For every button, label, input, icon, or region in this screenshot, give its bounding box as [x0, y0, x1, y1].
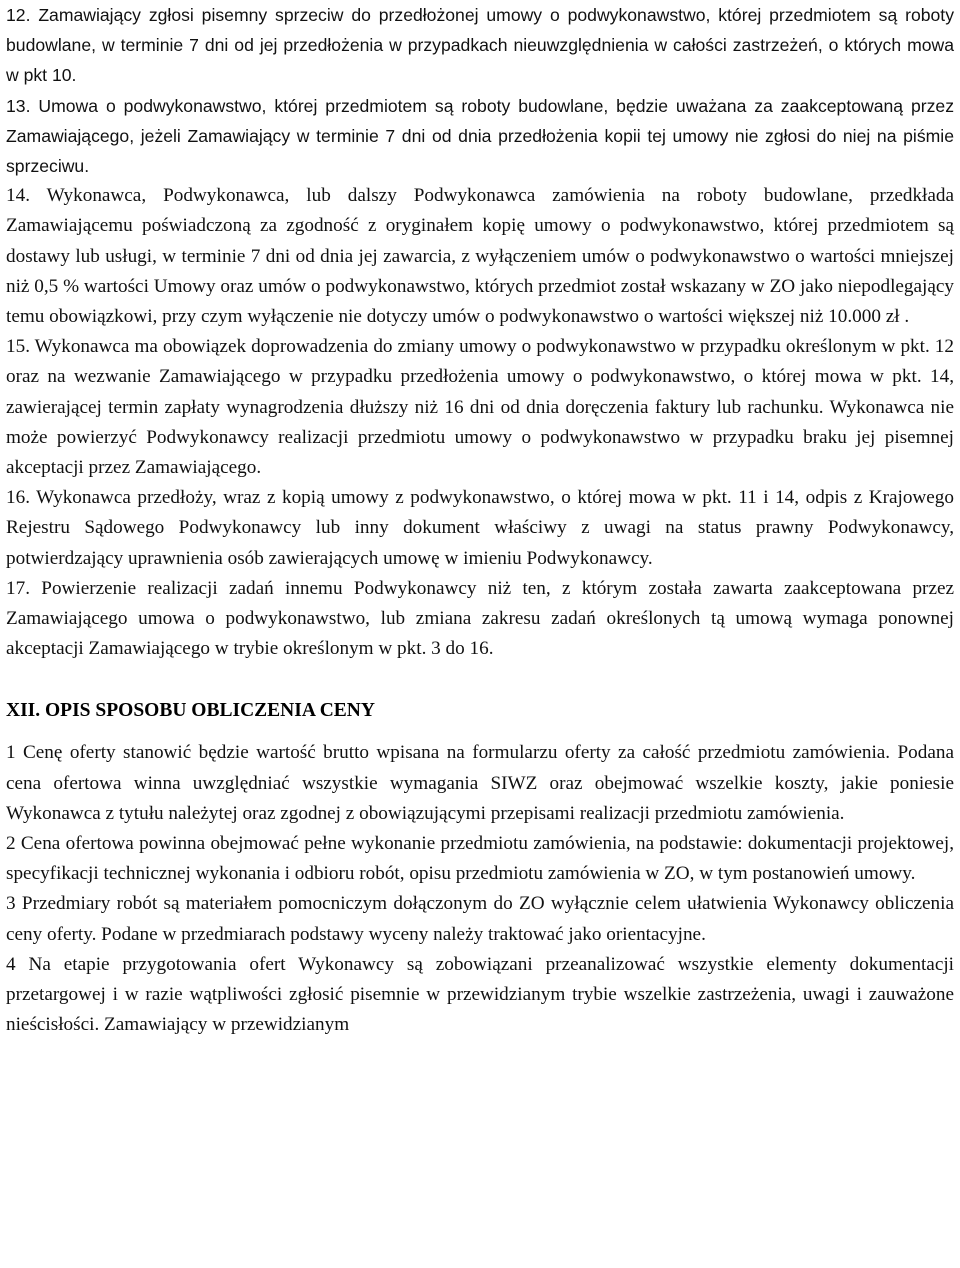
- clause-15: 15. Wykonawca ma obowiązek doprowadzenia do zmiany umowy o podwykonawstwo w przypadku określonym w pkt. 12 oraz na wezwanie Zamawiającego w przypadku przedłożenia umowy o podwykonawstwo, o której mowa w pkt. 14, zawierającej termin zapłaty wynagrodzenia dłuższy niż 16 dni od dnia doręczenia faktury lub rachunku. Wykonawca nie może powierzyć Podwykonawcy realizacji przedmiotu umowy o podwykonawstwo w przypadku braku jej pisemnej akceptacji przez Zamawiającego.: [6, 336, 954, 479]
- clause-17: 17. Powierzenie realizacji zadań innemu Podwykonawcy niż ten, z którym została zawarta zaakceptowana przez Zamawiającego umowa o podwykonawstwo, lub zmiana zakresu zadań określonych tą umową wymaga ponownej akceptacji Zamawiającego w trybie określonym w pkt. 3 do 16.: [6, 577, 954, 660]
- price-calculation-section: [6, 738, 954, 1040]
- price-point-1: 1 Cenę oferty stanowić będzie wartość brutto wpisana na formularzu oferty za całość przedmiotu zamówienia. Podana cena ofertowa winna uwzględniać wszystkie wymagania SIWZ oraz obejmować wszelkie koszty, jakie poniesie Wykonawca z tytułu należytej oraz zgodnej z obowiązującymi przepisami realizacji przedmiotu zamówienia.: [6, 742, 954, 824]
- clause-12: 12. Zamawiający zgłosi pisemny sprzeciw do przedłożonej umowy o podwykonawstwo, której przedmiotem są roboty budowlane, w terminie 7 dni od jej przedłożenia w przypadkach nieuwzględnienia w całości zastrzeżeń, o których mowa w pkt 10.: [6, 5, 954, 86]
- clause-16: 16. Wykonawca przedłoży, wraz z kopią umowy z podwykonawstwo, o której mowa w pkt. 11 i 14, odpis z Krajowego Rejestru Sądowego Podwykonawcy lub inny dokument właściwy z uwagi na status prawny Podwykonawcy, potwierdzający uprawnienia osób zawierających umowę w imieniu Podwykonawcy.: [6, 487, 954, 569]
- section-heading: XII. OPIS SPOSOBU OBLICZENIA CENY: [6, 700, 375, 722]
- clause-13: 13. Umowa o podwykonawstwo, której przedmiotem są roboty budowlane, będzie uważana za zaakceptowaną przez Zamawiającego, jeżeli Zamawiający w terminie 7 dni od dnia przedłożenia kopii tej umowy nie zgłosi do niej na piśmie sprzeciwu.: [6, 95, 954, 177]
- price-point-3: 3 Przedmiary robót są materiałem pomocniczym dołączonym do ZO wyłącznie celem ułatwienia Wykonawcy obliczenia ceny oferty. Podane w przedmiarach podstawy wyceny należy traktować jako orientacyjne.: [6, 893, 954, 945]
- numbered-clauses-top: [6, 0, 954, 664]
- clause-14: 14. Wykonawca, Podwykonawca, lub dalszy Podwykonawca zamówienia na roboty budowlane, przedkłada Zamawiającemu poświadczoną za zgodność z oryginałem kopię umowy o podwykonawstwo, której przedmiotem są dostawy lub usługi, w terminie 7 dni od dnia jej zawarcia, z wyłączeniem umów o podwykonawstwo o wartości mniejszej niż 0,5 % wartości Umowy oraz umów o podwykonawstwo, których przedmiot został wskazany w ZO jako niepodlegający temu obowiązkowi, przy czym wyłączenie nie dotyczy umów o podwykonawstwo o wartości większej niż 10.000 zł .: [6, 185, 954, 328]
- price-point-2: 2 Cena ofertowa powinna obejmować pełne wykonanie przedmiotu zamówienia, na podstawie: dokumentacji projektowej, specyfikacji technicznej wykonania i odbioru robót, opisu przedmiotu zamówienia w ZO, w tym postanowień umowy.: [6, 833, 954, 885]
- section-gap: [6, 664, 954, 694]
- price-point-4: 4 Na etapie przygotowania ofert Wykonawcy są zobowiązani przeanalizować wszystkie elementy dokumentacji przetargowej i w razie wątpliwości zgłosić pisemnie w przewidzianym trybie wszelkie zastrzeżenia, uwagi i zauważone nieścisłości. Zamawiający w przewidzianym: [6, 953, 954, 1036]
